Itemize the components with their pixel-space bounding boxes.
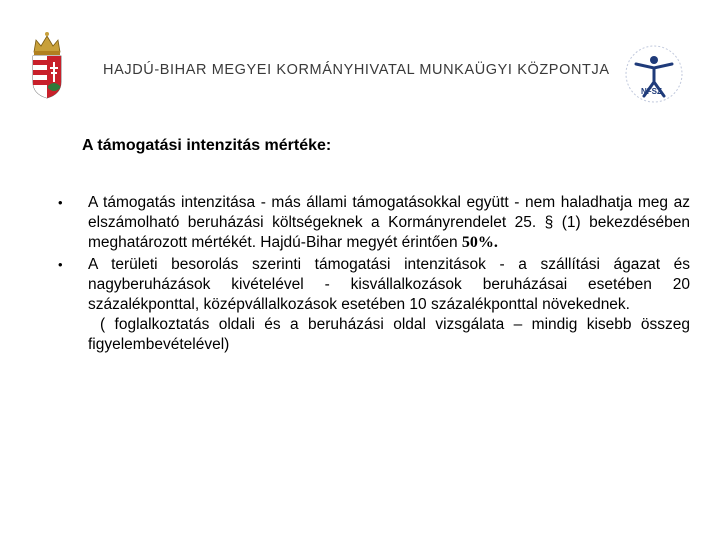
bullet-text: A támogatás intenzitása - más állami támogatásokkal együtt - nem haladhatja meg az elszámolható beruházási költségeknek a Kormányrendelet 25. § (1) bekezdésében meghatározott mértékét. Hajdú-Bihar megyét érintően: [88, 194, 690, 251]
bullet-text: A területi besorolás szerinti támogatási intenzitások - a szállítási ágazat és nagyberuházások kivételével - kisvállalkozások beruházásai esetében 20 százalékponttal, középvállalkozások esetében 10 százalékponttal növekednek.: [88, 256, 690, 313]
bullet-symbol: •: [58, 195, 63, 210]
nfsz-logo-icon: [622, 42, 686, 106]
slide-title: A támogatási intenzitás mértéke:: [82, 137, 332, 154]
bullet-item: [58, 255, 690, 315]
header: [0, 0, 720, 110]
nfsz-logo-label: NFSZ: [641, 87, 662, 96]
bullet-list: [58, 193, 690, 355]
bullet-emphasis: 50%.: [461, 234, 498, 251]
bullet-symbol: •: [58, 257, 63, 272]
organization-name: HAJDÚ-BIHAR MEGYEI KORMÁNYHIVATAL MUNKAÜGYI KÖZPONTJA: [103, 62, 610, 78]
coat-of-arms-icon: [30, 30, 64, 100]
note-text: ( foglalkoztatás oldali és a beruházási oldal vizsgálata – mindig kisebb összeg figyelembevételével): [88, 316, 690, 353]
bullet-item: [58, 193, 690, 253]
